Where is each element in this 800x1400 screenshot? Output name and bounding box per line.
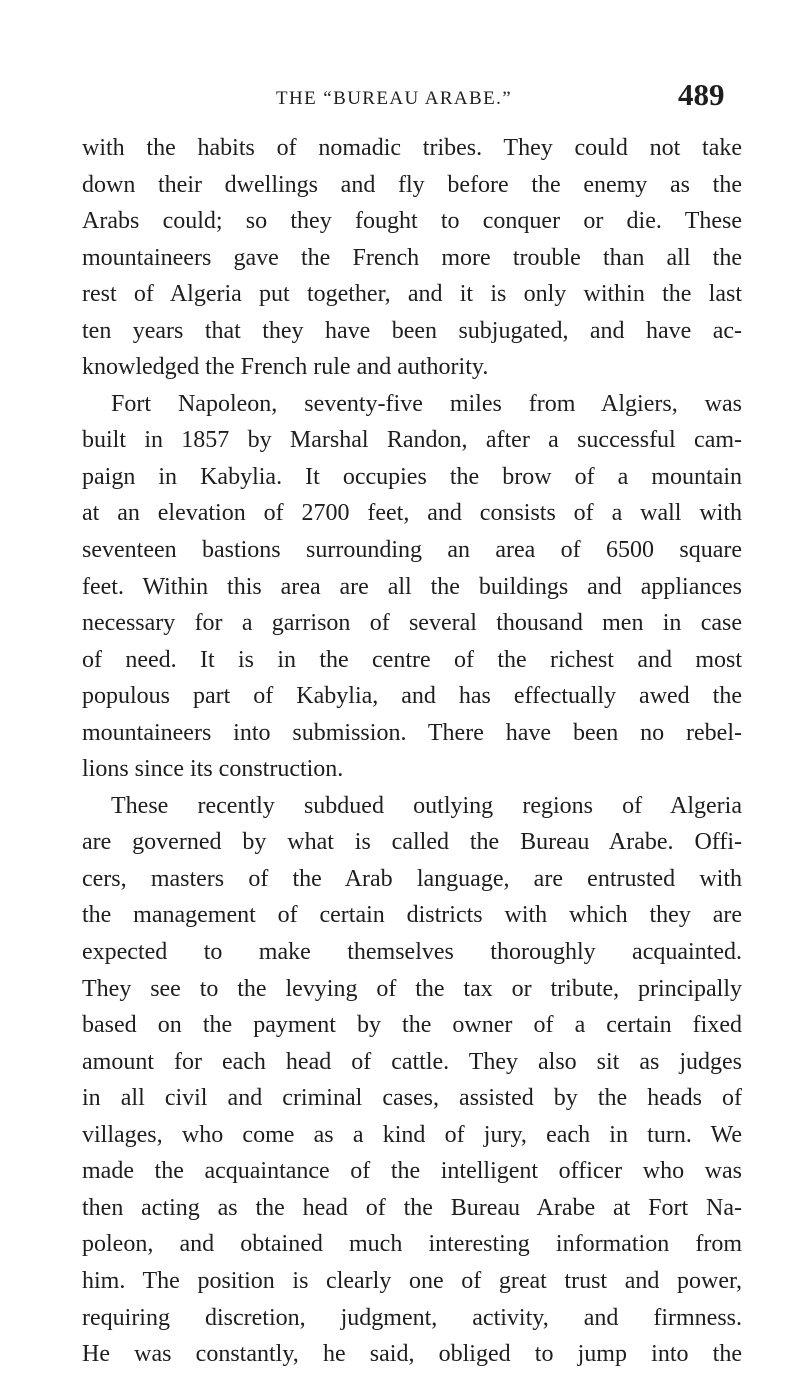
text-line: then acting as the head of the Bureau Arabe at Fort Na-	[82, 1194, 742, 1221]
text-line: Arabs could; so they fought to conquer or die. These	[82, 208, 742, 235]
text-line: with the habits of nomadic tribes. They could not take	[82, 135, 742, 161]
text-line: knowledged the French rule and authority.	[82, 354, 489, 381]
text-line: Fort Napoleon, seventy-five miles from Algiers, was	[111, 390, 742, 417]
text-line: amount for each head of cattle. They also sit as judges	[82, 1048, 742, 1075]
running-head: THE “BUREAU ARABE.”	[276, 88, 513, 109]
text-line: the management of certain districts with which they are	[82, 902, 742, 929]
text-line: at an elevation of 2700 feet, and consists of a wall with	[82, 500, 742, 527]
text-line: requiring discretion, judgment, activity, and firmness.	[82, 1304, 742, 1331]
text-line: ten years that they have been subjugated, and have ac-	[82, 317, 742, 344]
text-line: poleon, and obtained much interesting information from	[82, 1231, 742, 1258]
body-text	[82, 130, 742, 1373]
text-line: populous part of Kabylia, and has effectually awed the	[82, 683, 742, 710]
text-line: paign in Kabylia. It occupies the brow of a mountain	[82, 463, 742, 490]
text-line: mountaineers gave the French more trouble than all the	[82, 244, 742, 271]
text-line: necessary for a garrison of several thousand men in case	[82, 610, 742, 637]
text-line: lions since its construction.	[82, 756, 344, 783]
text-line: based on the payment by the owner of a certain fixed	[82, 1012, 742, 1039]
text-line: mountaineers into submission. There have been no rebel-	[82, 719, 742, 746]
text-line: him. The position is clearly one of great trust and power,	[82, 1267, 742, 1294]
text-line: These recently subdued outlying regions of Algeria	[111, 792, 742, 819]
text-line: feet. Within this area are all the buildings and appliances	[82, 573, 742, 600]
page-number: 489	[678, 77, 725, 112]
text-line: villages, who come as a kind of jury, each in turn. We	[82, 1121, 742, 1148]
text-line: made the acquaintance of the intelligent officer who was	[82, 1158, 742, 1185]
text-line: They see to the levying of the tax or tribute, principally	[82, 975, 742, 1002]
text-line: cers, masters of the Arab language, are entrusted with	[82, 865, 742, 892]
text-line: of need. It is in the centre of the richest and most	[82, 646, 742, 673]
text-line: expected to make themselves thoroughly acquainted.	[82, 939, 742, 966]
text-line: He was constantly, he said, obliged to jump into the	[82, 1341, 742, 1368]
text-line: in all civil and criminal cases, assisted by the heads of	[82, 1085, 742, 1112]
text-line: down their dwellings and fly before the enemy as the	[82, 171, 742, 198]
text-line: are governed by what is called the Bureau Arabe. Offi-	[82, 829, 742, 856]
text-line: rest of Algeria put together, and it is only within the last	[82, 281, 742, 308]
text-line: built in 1857 by Marshal Randon, after a successful cam-	[82, 427, 742, 454]
text-line: seventeen bastions surrounding an area of 6500 square	[82, 537, 742, 564]
